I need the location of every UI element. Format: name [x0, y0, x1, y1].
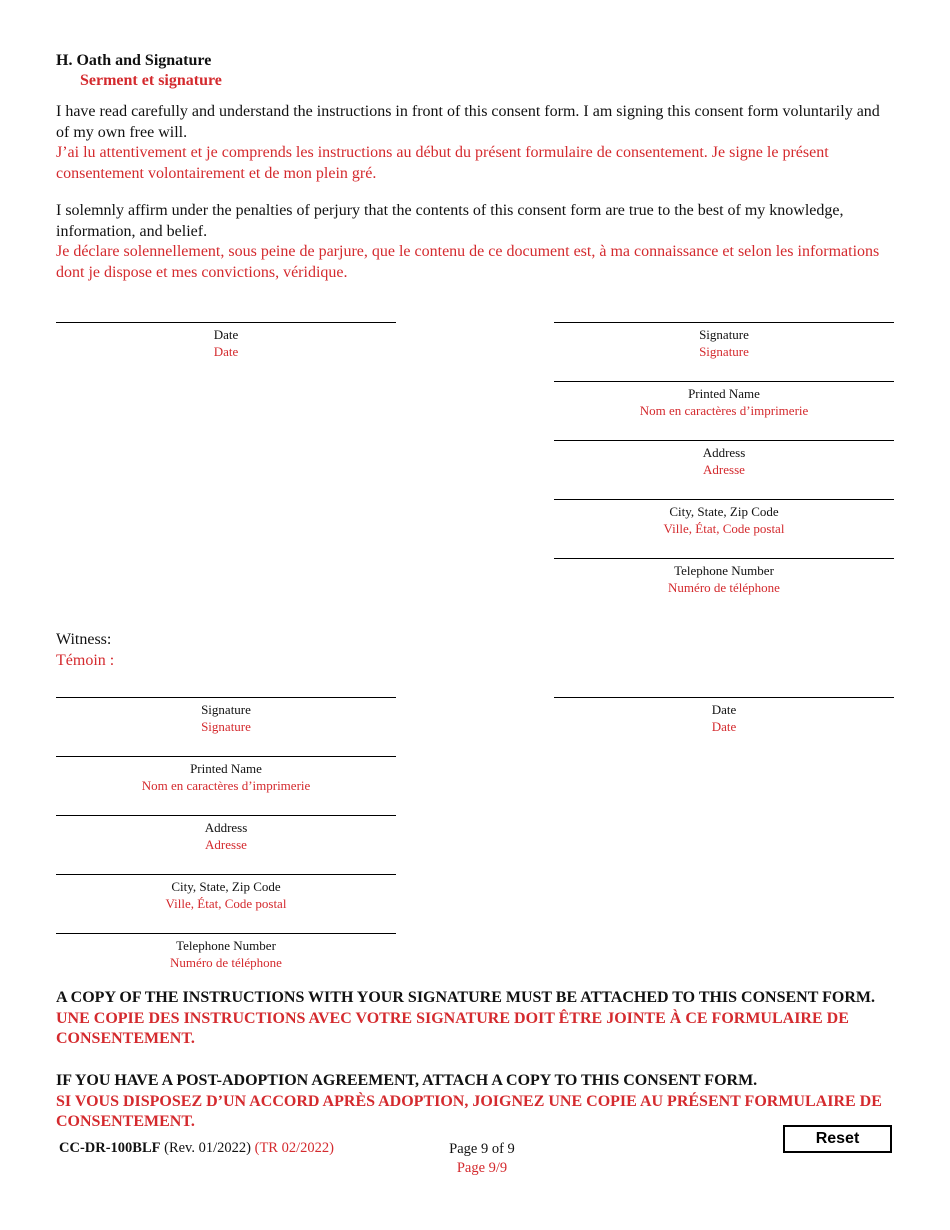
witness-signature-label-fr: Signature: [201, 719, 251, 734]
post-adoption-notice-fr: SI VOUS DISPOSEZ D’UN ACCORD APRÈS ADOPTION, JOIGNEZ UNE COPIE AU PRÉSENT FORMULAIRE DE CONSENTEMENT.: [56, 1092, 882, 1130]
reset-button[interactable]: Reset: [783, 1125, 892, 1153]
oath-paragraph-2-en: I solemnly affirm under the penalties of perjury that the contents of this consent form are true to the best of my knowledge, information, and belief.: [56, 202, 844, 240]
witness-address-label: Address: [204, 820, 248, 835]
witness-telephone-label: Telephone Number: [176, 938, 276, 953]
signer-date-label: Date: [213, 327, 239, 342]
signer-address-label-fr: Adresse: [703, 462, 745, 477]
translation-revision: (TR 02/2022): [254, 1140, 334, 1156]
signer-printed-name-label: Printed Name: [688, 386, 760, 401]
page-number-en: Page 9 of 9: [449, 1141, 515, 1157]
witness-date-label-fr: Date: [711, 719, 737, 734]
witness-label: [56, 630, 114, 671]
witness-city-label-fr: Ville, État, Code postal: [165, 896, 287, 911]
witness-telephone-label-fr: Numéro de téléphone: [170, 955, 282, 970]
signer-address-label: Address: [702, 445, 746, 460]
signer-telephone-label: Telephone Number: [674, 563, 774, 578]
post-adoption-notice: [56, 1071, 906, 1133]
witness-printed-name-label: Printed Name: [190, 761, 262, 776]
witness-city-field[interactable]: [56, 874, 396, 912]
witness-telephone-field[interactable]: [56, 933, 396, 971]
witness-signature-field[interactable]: [56, 697, 396, 735]
post-adoption-notice-en: IF YOU HAVE A POST-ADOPTION AGREEMENT, ATTACH A COPY TO THIS CONSENT FORM.: [56, 1072, 758, 1089]
instructions-notice: [56, 988, 906, 1050]
section-title-fr: Serment et signature: [80, 72, 222, 89]
oath-paragraph-1: [56, 102, 896, 184]
signer-address-field[interactable]: [554, 440, 894, 478]
signer-printed-name-field[interactable]: [554, 381, 894, 419]
signer-signature-label-fr: Signature: [699, 344, 749, 359]
instructions-notice-fr: UNE COPIE DES INSTRUCTIONS AVEC VOTRE SIGNATURE DOIT ÊTRE JOINTE À CE FORMULAIRE DE CONSENTEMENT.: [56, 1009, 849, 1047]
oath-paragraph-2: [56, 201, 896, 283]
witness-label-fr: Témoin :: [56, 651, 115, 669]
witness-printed-name-label-fr: Nom en caractères d’imprimerie: [141, 778, 311, 793]
signer-printed-name-label-fr: Nom en caractères d’imprimerie: [639, 403, 809, 418]
witness-address-field[interactable]: [56, 815, 396, 853]
witness-signature-label: Signature: [201, 702, 251, 717]
oath-paragraph-2-fr: Je déclare solennellement, sous peine de parjure, que le contenu de ce document est, à ma connaissance et selon les informations dont je dispose et mes convictions, véridique.: [56, 243, 880, 281]
signer-telephone-field[interactable]: [554, 558, 894, 596]
instructions-notice-en: A COPY OF THE INSTRUCTIONS WITH YOUR SIGNATURE MUST BE ATTACHED TO THIS CONSENT FORM.: [56, 989, 875, 1006]
signer-city-label-fr: Ville, État, Code postal: [663, 521, 785, 536]
oath-paragraph-1-en: I have read carefully and understand the instructions in front of this consent form. I am signing this consent form voluntarily and of my own free will.: [56, 103, 880, 141]
form-revision: (Rev. 01/2022): [164, 1140, 251, 1156]
page-number: [440, 1140, 524, 1178]
signer-telephone-label-fr: Numéro de téléphone: [668, 580, 780, 595]
witness-city-label: City, State, Zip Code: [171, 879, 281, 894]
form-identifier: [59, 1140, 334, 1157]
witness-printed-name-field[interactable]: [56, 756, 396, 794]
signer-city-field[interactable]: [554, 499, 894, 537]
witness-address-label-fr: Adresse: [205, 837, 247, 852]
oath-paragraph-1-fr: J’ai lu attentivement et je comprends les instructions au début du présent formulaire de consentement. Je signe le présent consentement volontairement et de mon plein gré.: [56, 144, 829, 182]
section-title: H. Oath and Signature: [56, 52, 212, 69]
page-number-fr: Page 9/9: [456, 1160, 508, 1176]
witness-date-field[interactable]: [554, 697, 894, 735]
signer-signature-field[interactable]: [554, 322, 894, 360]
signer-city-label: City, State, Zip Code: [669, 504, 779, 519]
signer-signature-label: Signature: [699, 327, 749, 342]
witness-label-en: Witness:: [56, 631, 112, 648]
witness-date-label: Date: [711, 702, 737, 717]
form-code: CC-DR-100BLF: [59, 1140, 161, 1156]
signer-date-label-fr: Date: [213, 344, 239, 359]
signer-date-field[interactable]: [56, 322, 396, 360]
